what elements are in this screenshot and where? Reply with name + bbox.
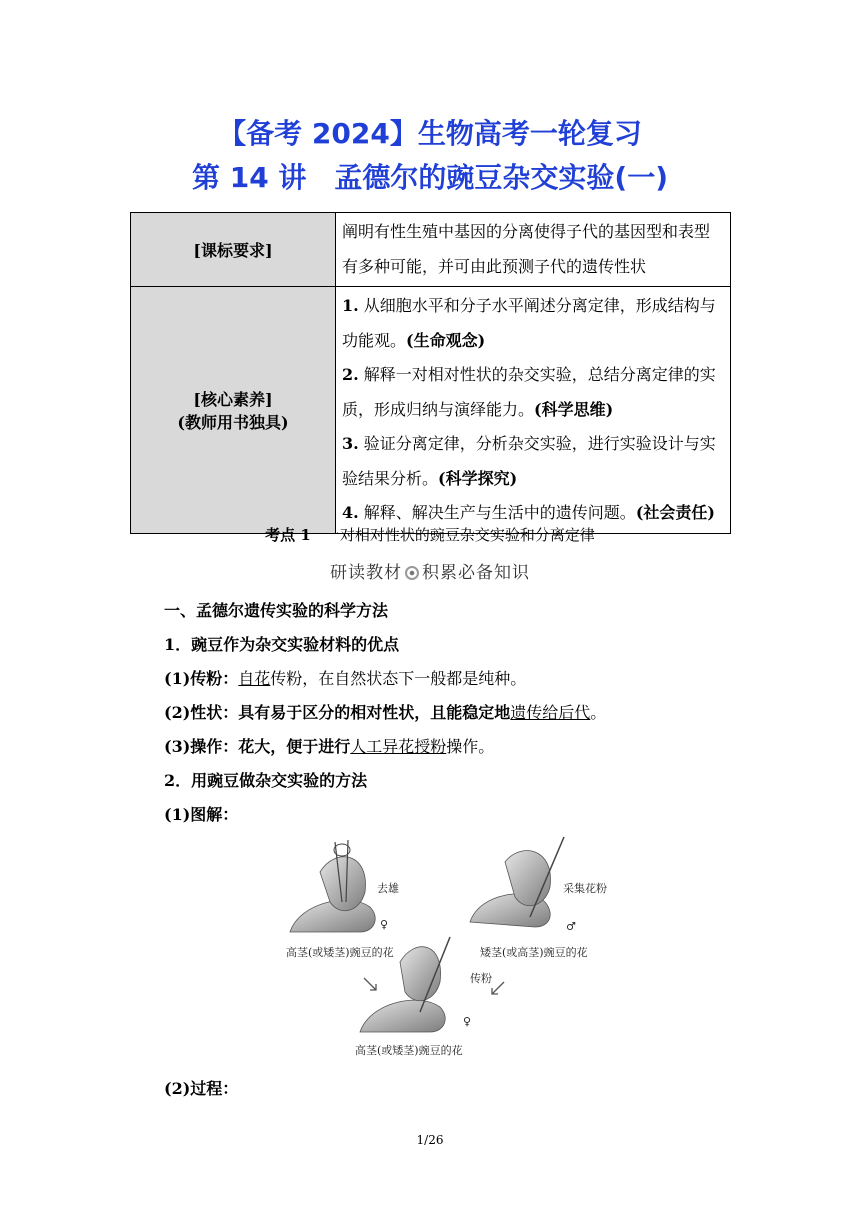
banner-dot-icon (405, 566, 419, 580)
label-pollination: 传粉 (470, 972, 492, 985)
flower-emasculated (290, 840, 375, 932)
figure-label: (1)图解： (164, 805, 239, 824)
page-number: 1/26 (416, 1133, 444, 1147)
core-literacy-label: [核心素养] (193, 389, 273, 409)
banner-left: 研读教材 (330, 563, 402, 583)
list-item: 2. 解释一对相对性状的杂交实验，总结分离定律的实质，形成归纳与演绎能力。(科学思维) (342, 365, 716, 419)
lecture-title: 第 14 讲 孟德尔的豌豆杂交实验(一) (191, 161, 669, 194)
label-collect-pollen: 采集花粉 (563, 882, 607, 895)
list-item: 4. 解释、解决生产与生活中的遗传问题。(社会责任) (342, 503, 715, 522)
male-symbol: ♂ (566, 920, 576, 933)
teacher-only-note: (教师用书独具) (177, 412, 289, 432)
caption-right: 矮茎(或高茎)豌豆的花 (480, 946, 588, 959)
curriculum-text: 阐明有性生殖中基因的分离使得子代的基因型和表型有多种可能，并可由此预测子代的遗传性状 (336, 213, 731, 287)
caption-left: 高茎(或矮茎)豌豆的花 (286, 946, 394, 959)
core-literacy-label-cell (131, 287, 336, 534)
table-row (131, 213, 731, 287)
section-banner (0, 558, 860, 583)
document-title: 【备考 2024】生物高考一轮复习 (218, 117, 642, 150)
process-label: (2)过程： (164, 1079, 239, 1098)
exam-point-heading (0, 524, 860, 545)
banner-right: 积累必备知识 (422, 563, 530, 583)
arrow-down-right-icon (364, 978, 376, 990)
curriculum-label: [课标要求] (131, 213, 336, 287)
exam-point-label: 考点 1 (265, 526, 311, 544)
subsection-heading: 1．豌豆作为杂交实验材料的优点 (164, 635, 400, 654)
paragraph-traits: (2)性状：具有易于区分的相对性状，且能稳定地遗传给后代。 (164, 703, 607, 722)
exam-point-title: 一对相对性状的豌豆杂交实验和分离定律 (324, 526, 595, 544)
caption-bottom: 高茎(或矮茎)豌豆的花 (355, 1044, 463, 1057)
section-heading: 一、孟德尔遗传实验的科学方法 (164, 601, 389, 620)
paragraph-operation: (3)操作：花大，便于进行人工异花授粉操作。 (164, 737, 495, 756)
paragraph-pollination: (1)传粉：自花传粉，在自然状态下一般都是纯种。 (164, 669, 527, 688)
female-symbol: ♀ (380, 918, 389, 931)
table-row (131, 287, 731, 534)
requirements-table (130, 212, 731, 534)
pea-flower-diagram (280, 832, 607, 1068)
core-literacy-list (336, 287, 731, 534)
list-item: 1. 从细胞水平和分子水平阐述分离定律，形成结构与功能观。(生命观念) (342, 296, 716, 350)
label-emasculation: 去雄 (377, 882, 399, 895)
list-item: 3. 验证分离定律，分析杂交实验，进行实验设计与实验结果分析。(科学探究) (342, 434, 716, 488)
flower-pollen-source (470, 837, 564, 927)
female-symbol-bottom: ♀ (463, 1015, 472, 1028)
arrow-down-left-icon (492, 982, 504, 994)
subsection-heading: 2．用豌豆做杂交实验的方法 (164, 771, 368, 790)
